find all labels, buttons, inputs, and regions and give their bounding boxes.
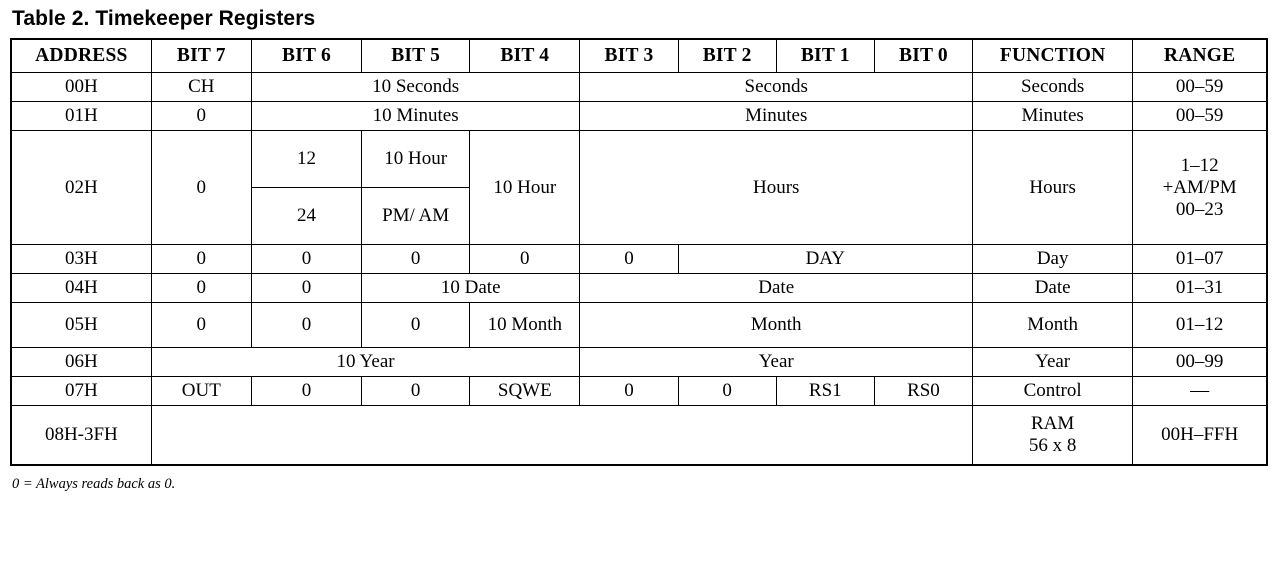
cell-range: 00H–FFH xyxy=(1133,406,1267,466)
cell-function: Hours xyxy=(973,131,1133,245)
cell-function: Minutes xyxy=(973,102,1133,131)
cell-function: Control xyxy=(973,377,1133,406)
cell-function: Seconds xyxy=(973,73,1133,102)
col-address: ADDRESS xyxy=(11,39,151,73)
cell-address: 07H xyxy=(11,377,151,406)
cell-units: Year xyxy=(580,348,973,377)
cell-function: Day xyxy=(973,245,1133,274)
cell-bit7: 0 xyxy=(151,274,251,303)
cell-tens: 10 Year xyxy=(151,348,580,377)
cell-bit7: OUT xyxy=(151,377,251,406)
cell-units: Minutes xyxy=(580,102,973,131)
cell-day: DAY xyxy=(678,245,972,274)
table-row xyxy=(11,303,1267,348)
cell-bit6-24: 24 xyxy=(251,188,361,245)
col-bit4: BIT 4 xyxy=(470,39,580,73)
cell-bit6: 0 xyxy=(251,303,361,348)
range-line-2: +AM/PM xyxy=(1162,176,1237,198)
cell-address: 06H xyxy=(11,348,151,377)
range-line-1: 1–12 xyxy=(1180,154,1219,176)
cell-address: 05H xyxy=(11,303,151,348)
cell-range: 01–07 xyxy=(1133,245,1267,274)
cell-range: — xyxy=(1133,377,1267,406)
cell-bit0: RS0 xyxy=(874,377,972,406)
cell-bit3: 0 xyxy=(580,377,678,406)
cell-address: 00H xyxy=(11,73,151,102)
cell-units: Month xyxy=(580,303,973,348)
table-row xyxy=(11,131,1267,188)
cell-bits-empty xyxy=(151,406,972,466)
cell-units: Seconds xyxy=(580,73,973,102)
col-bit5: BIT 5 xyxy=(362,39,470,73)
cell-bit5-pmam: PM/ AM xyxy=(362,188,470,245)
table-row xyxy=(11,274,1267,303)
cell-bit5: 0 xyxy=(362,245,470,274)
cell-range: 01–31 xyxy=(1133,274,1267,303)
col-bit7: BIT 7 xyxy=(151,39,251,73)
cell-range: 00–59 xyxy=(1133,73,1267,102)
cell-range: 01–12 xyxy=(1133,303,1267,348)
col-bit3: BIT 3 xyxy=(580,39,678,73)
cell-address: 01H xyxy=(11,102,151,131)
cell-bit6-12: 12 xyxy=(251,131,361,188)
table-row xyxy=(11,245,1267,274)
table-footnote: 0 = Always reads back as 0. xyxy=(12,476,176,492)
cell-bit7: 0 xyxy=(151,102,251,131)
cell-bit5-10hour: 10 Hour xyxy=(362,131,470,188)
cell-bit6: 0 xyxy=(251,245,361,274)
cell-units: Date xyxy=(580,274,973,303)
cell-bit4: SQWE xyxy=(470,377,580,406)
col-range: RANGE xyxy=(1133,39,1267,73)
table-row xyxy=(11,377,1267,406)
col-bit1: BIT 1 xyxy=(776,39,874,73)
cell-address: 02H xyxy=(11,131,151,245)
cell-bit4-10month: 10 Month xyxy=(470,303,580,348)
range-line-3: 00–23 xyxy=(1175,198,1224,220)
table-row xyxy=(11,73,1267,102)
cell-function: Date xyxy=(973,274,1133,303)
col-bit6: BIT 6 xyxy=(251,39,361,73)
cell-range: 00–59 xyxy=(1133,102,1267,131)
cell-bit7: 0 xyxy=(151,245,251,274)
cell-address: 03H xyxy=(11,245,151,274)
cell-bit7: 0 xyxy=(151,303,251,348)
cell-bit7: 0 xyxy=(151,131,251,245)
timekeeper-registers-table xyxy=(10,38,1268,466)
cell-range: 00–99 xyxy=(1133,348,1267,377)
function-line-1: RAM xyxy=(1030,413,1075,434)
function-line-2: 56 x 8 xyxy=(1028,435,1077,456)
cell-bit7: CH xyxy=(151,73,251,102)
cell-range xyxy=(1133,131,1267,245)
col-bit0: BIT 0 xyxy=(874,39,972,73)
cell-bit5: 0 xyxy=(362,377,470,406)
cell-bit1: RS1 xyxy=(776,377,874,406)
col-function: FUNCTION xyxy=(973,39,1133,73)
cell-function: Month xyxy=(973,303,1133,348)
cell-address: 08H-3FH xyxy=(11,406,151,466)
table-row xyxy=(11,348,1267,377)
cell-address: 04H xyxy=(11,274,151,303)
cell-bit2: 0 xyxy=(678,377,776,406)
cell-bit4: 0 xyxy=(470,245,580,274)
cell-bit6: 0 xyxy=(251,274,361,303)
cell-tens: 10 Seconds xyxy=(251,73,580,102)
page-title: Table 2. Timekeeper Registers xyxy=(12,7,316,30)
cell-bit5: 0 xyxy=(362,303,470,348)
cell-tens: 10 Date xyxy=(362,274,580,303)
table-row xyxy=(11,406,1267,466)
cell-bit4-10hour: 10 Hour xyxy=(470,131,580,245)
table-header-row xyxy=(11,39,1267,73)
col-bit2: BIT 2 xyxy=(678,39,776,73)
cell-bit3: 0 xyxy=(580,245,678,274)
cell-units: Hours xyxy=(580,131,973,245)
cell-tens: 10 Minutes xyxy=(251,102,580,131)
cell-function: Year xyxy=(973,348,1133,377)
table-row xyxy=(11,102,1267,131)
cell-bit6: 0 xyxy=(251,377,361,406)
cell-function xyxy=(973,406,1133,466)
